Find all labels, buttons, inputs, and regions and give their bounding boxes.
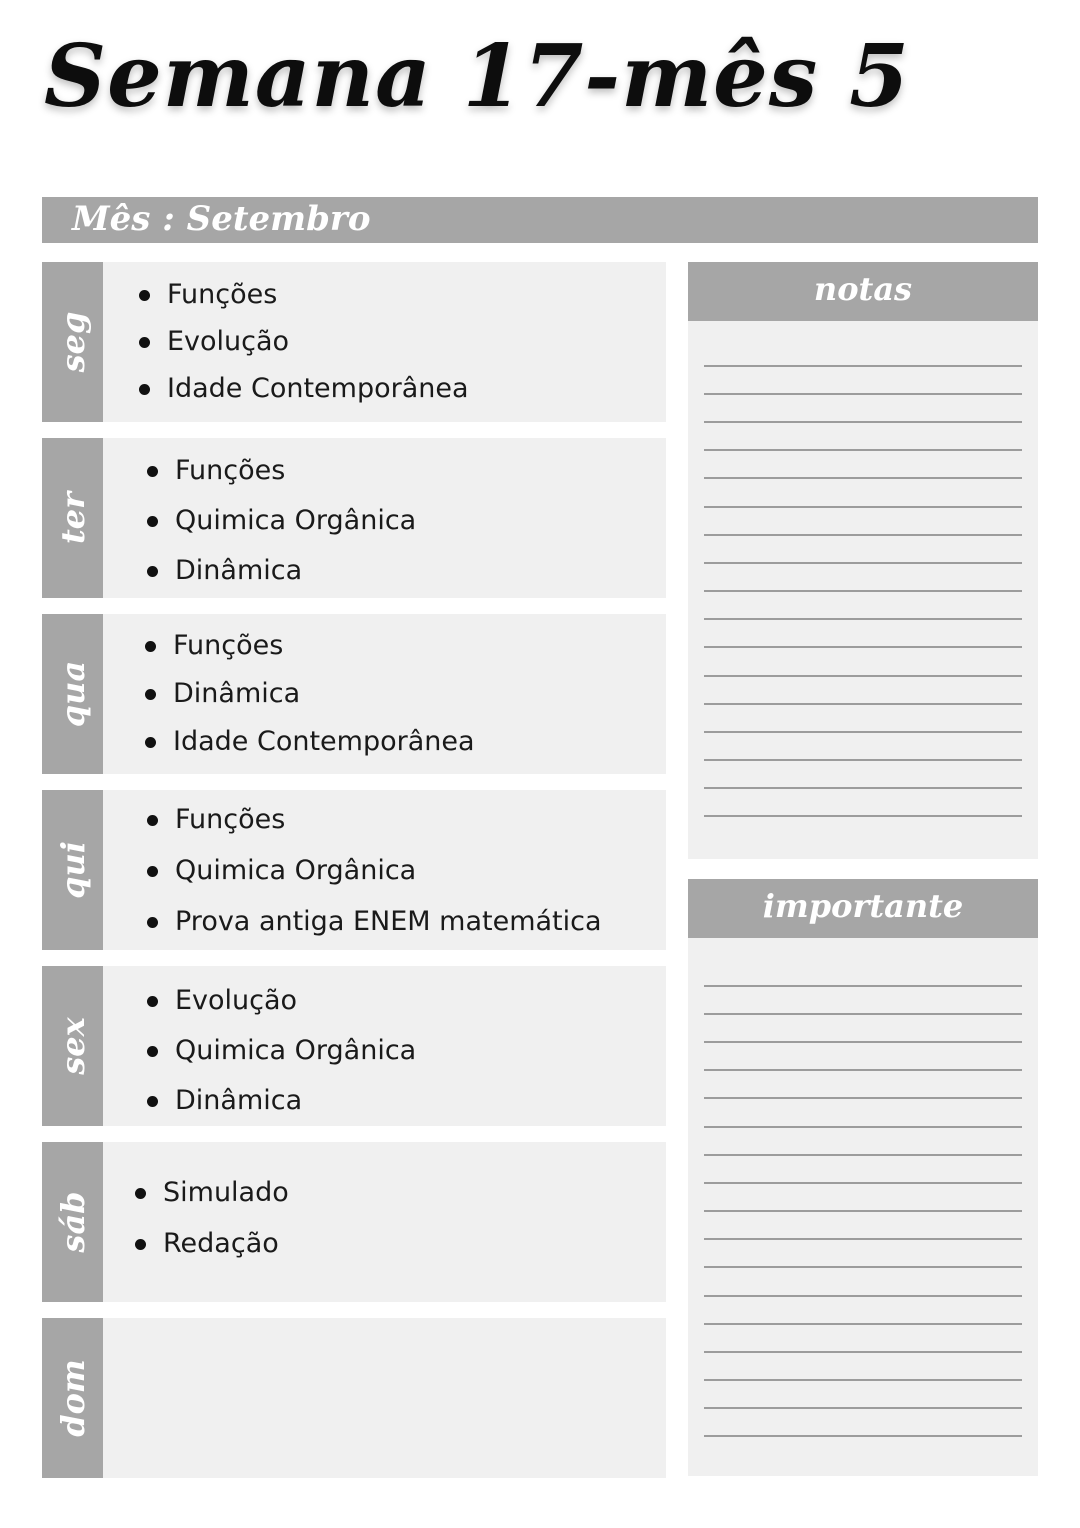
task-list bbox=[147, 794, 602, 947]
day-label: seg bbox=[53, 311, 92, 373]
ruled-line bbox=[704, 449, 1022, 451]
day-tasks bbox=[103, 614, 666, 774]
day-row-seg bbox=[42, 262, 666, 422]
ruled-line bbox=[704, 562, 1022, 564]
day-tab bbox=[42, 966, 103, 1126]
day-tasks bbox=[103, 790, 666, 950]
day-tab bbox=[42, 1318, 103, 1478]
ruled-line bbox=[704, 703, 1022, 705]
day-tab bbox=[42, 438, 103, 598]
list-item: Redação bbox=[135, 1218, 289, 1269]
list-item: Idade Contemporânea bbox=[139, 365, 469, 412]
ruled-line bbox=[704, 787, 1022, 789]
ruled-line bbox=[704, 1210, 1022, 1212]
notes-header bbox=[688, 262, 1038, 321]
day-tasks bbox=[103, 262, 666, 422]
ruled-line bbox=[704, 759, 1022, 761]
ruled-line bbox=[704, 731, 1022, 733]
task-list bbox=[135, 1167, 289, 1269]
page-title: Semana 17-mês 5 bbox=[44, 26, 911, 127]
list-item: Dinâmica bbox=[147, 1076, 416, 1126]
day-tasks bbox=[103, 966, 666, 1126]
day-row-ter bbox=[42, 438, 666, 598]
list-item: Funções bbox=[139, 271, 469, 318]
day-row-qua bbox=[42, 614, 666, 774]
ruled-line bbox=[704, 477, 1022, 479]
list-item: Funções bbox=[145, 622, 475, 670]
ruled-line bbox=[704, 590, 1022, 592]
ruled-line bbox=[704, 421, 1022, 423]
notes-panel bbox=[688, 262, 1038, 859]
ruled-line bbox=[704, 534, 1022, 536]
ruled-line bbox=[704, 1154, 1022, 1156]
day-tab bbox=[42, 790, 103, 950]
task-list bbox=[147, 446, 416, 596]
day-label: sex bbox=[53, 1017, 92, 1075]
day-tasks bbox=[103, 1318, 666, 1478]
list-item: Simulado bbox=[135, 1167, 289, 1218]
ruled-line bbox=[704, 393, 1022, 395]
ruled-line bbox=[704, 985, 1022, 987]
important-heading: importante bbox=[762, 887, 964, 925]
ruled-line bbox=[704, 1126, 1022, 1128]
notes-heading: notas bbox=[813, 270, 913, 308]
ruled-line bbox=[704, 1097, 1022, 1099]
task-list bbox=[145, 622, 475, 766]
day-row-sex bbox=[42, 966, 666, 1126]
ruled-line bbox=[704, 1323, 1022, 1325]
list-item: Funções bbox=[147, 794, 602, 845]
day-row-qui bbox=[42, 790, 666, 950]
list-item: Quimica Orgânica bbox=[147, 845, 602, 896]
day-label: ter bbox=[53, 492, 92, 544]
day-tab bbox=[42, 614, 103, 774]
task-list bbox=[147, 976, 416, 1126]
ruled-line bbox=[704, 1379, 1022, 1381]
day-tab bbox=[42, 262, 103, 422]
list-item: Evolução bbox=[147, 976, 416, 1026]
day-label: sáb bbox=[53, 1191, 92, 1253]
task-list bbox=[139, 271, 469, 412]
ruled-line bbox=[704, 646, 1022, 648]
ruled-line bbox=[704, 1351, 1022, 1353]
list-item: Dinâmica bbox=[145, 670, 475, 718]
ruled-line bbox=[704, 1069, 1022, 1071]
day-tab bbox=[42, 1142, 103, 1302]
important-header bbox=[688, 879, 1038, 938]
important-panel bbox=[688, 879, 1038, 1476]
ruled-line bbox=[704, 618, 1022, 620]
list-item: Evolução bbox=[139, 318, 469, 365]
month-label: Mês : Setembro bbox=[72, 199, 371, 239]
day-tasks bbox=[103, 438, 666, 598]
list-item: Prova antiga ENEM matemática bbox=[147, 896, 602, 947]
ruled-line bbox=[704, 1013, 1022, 1015]
day-label: qua bbox=[53, 660, 92, 728]
ruled-line bbox=[704, 1182, 1022, 1184]
ruled-line bbox=[704, 675, 1022, 677]
list-item: Dinâmica bbox=[147, 546, 416, 596]
ruled-line bbox=[704, 1266, 1022, 1268]
day-row-dom bbox=[42, 1318, 666, 1478]
list-item: Idade Contemporânea bbox=[145, 718, 475, 766]
ruled-line bbox=[704, 1295, 1022, 1297]
ruled-line bbox=[704, 1407, 1022, 1409]
ruled-line bbox=[704, 1041, 1022, 1043]
day-row-sab bbox=[42, 1142, 666, 1302]
ruled-line bbox=[704, 506, 1022, 508]
ruled-line bbox=[704, 815, 1022, 817]
day-tasks bbox=[103, 1142, 666, 1302]
month-bar bbox=[42, 197, 1038, 243]
ruled-line bbox=[704, 1435, 1022, 1437]
list-item: Quimica Orgânica bbox=[147, 1026, 416, 1076]
ruled-line bbox=[704, 1238, 1022, 1240]
list-item: Quimica Orgânica bbox=[147, 496, 416, 546]
day-label: qui bbox=[53, 841, 92, 899]
ruled-line bbox=[704, 365, 1022, 367]
list-item: Funções bbox=[147, 446, 416, 496]
day-label: dom bbox=[53, 1359, 92, 1437]
